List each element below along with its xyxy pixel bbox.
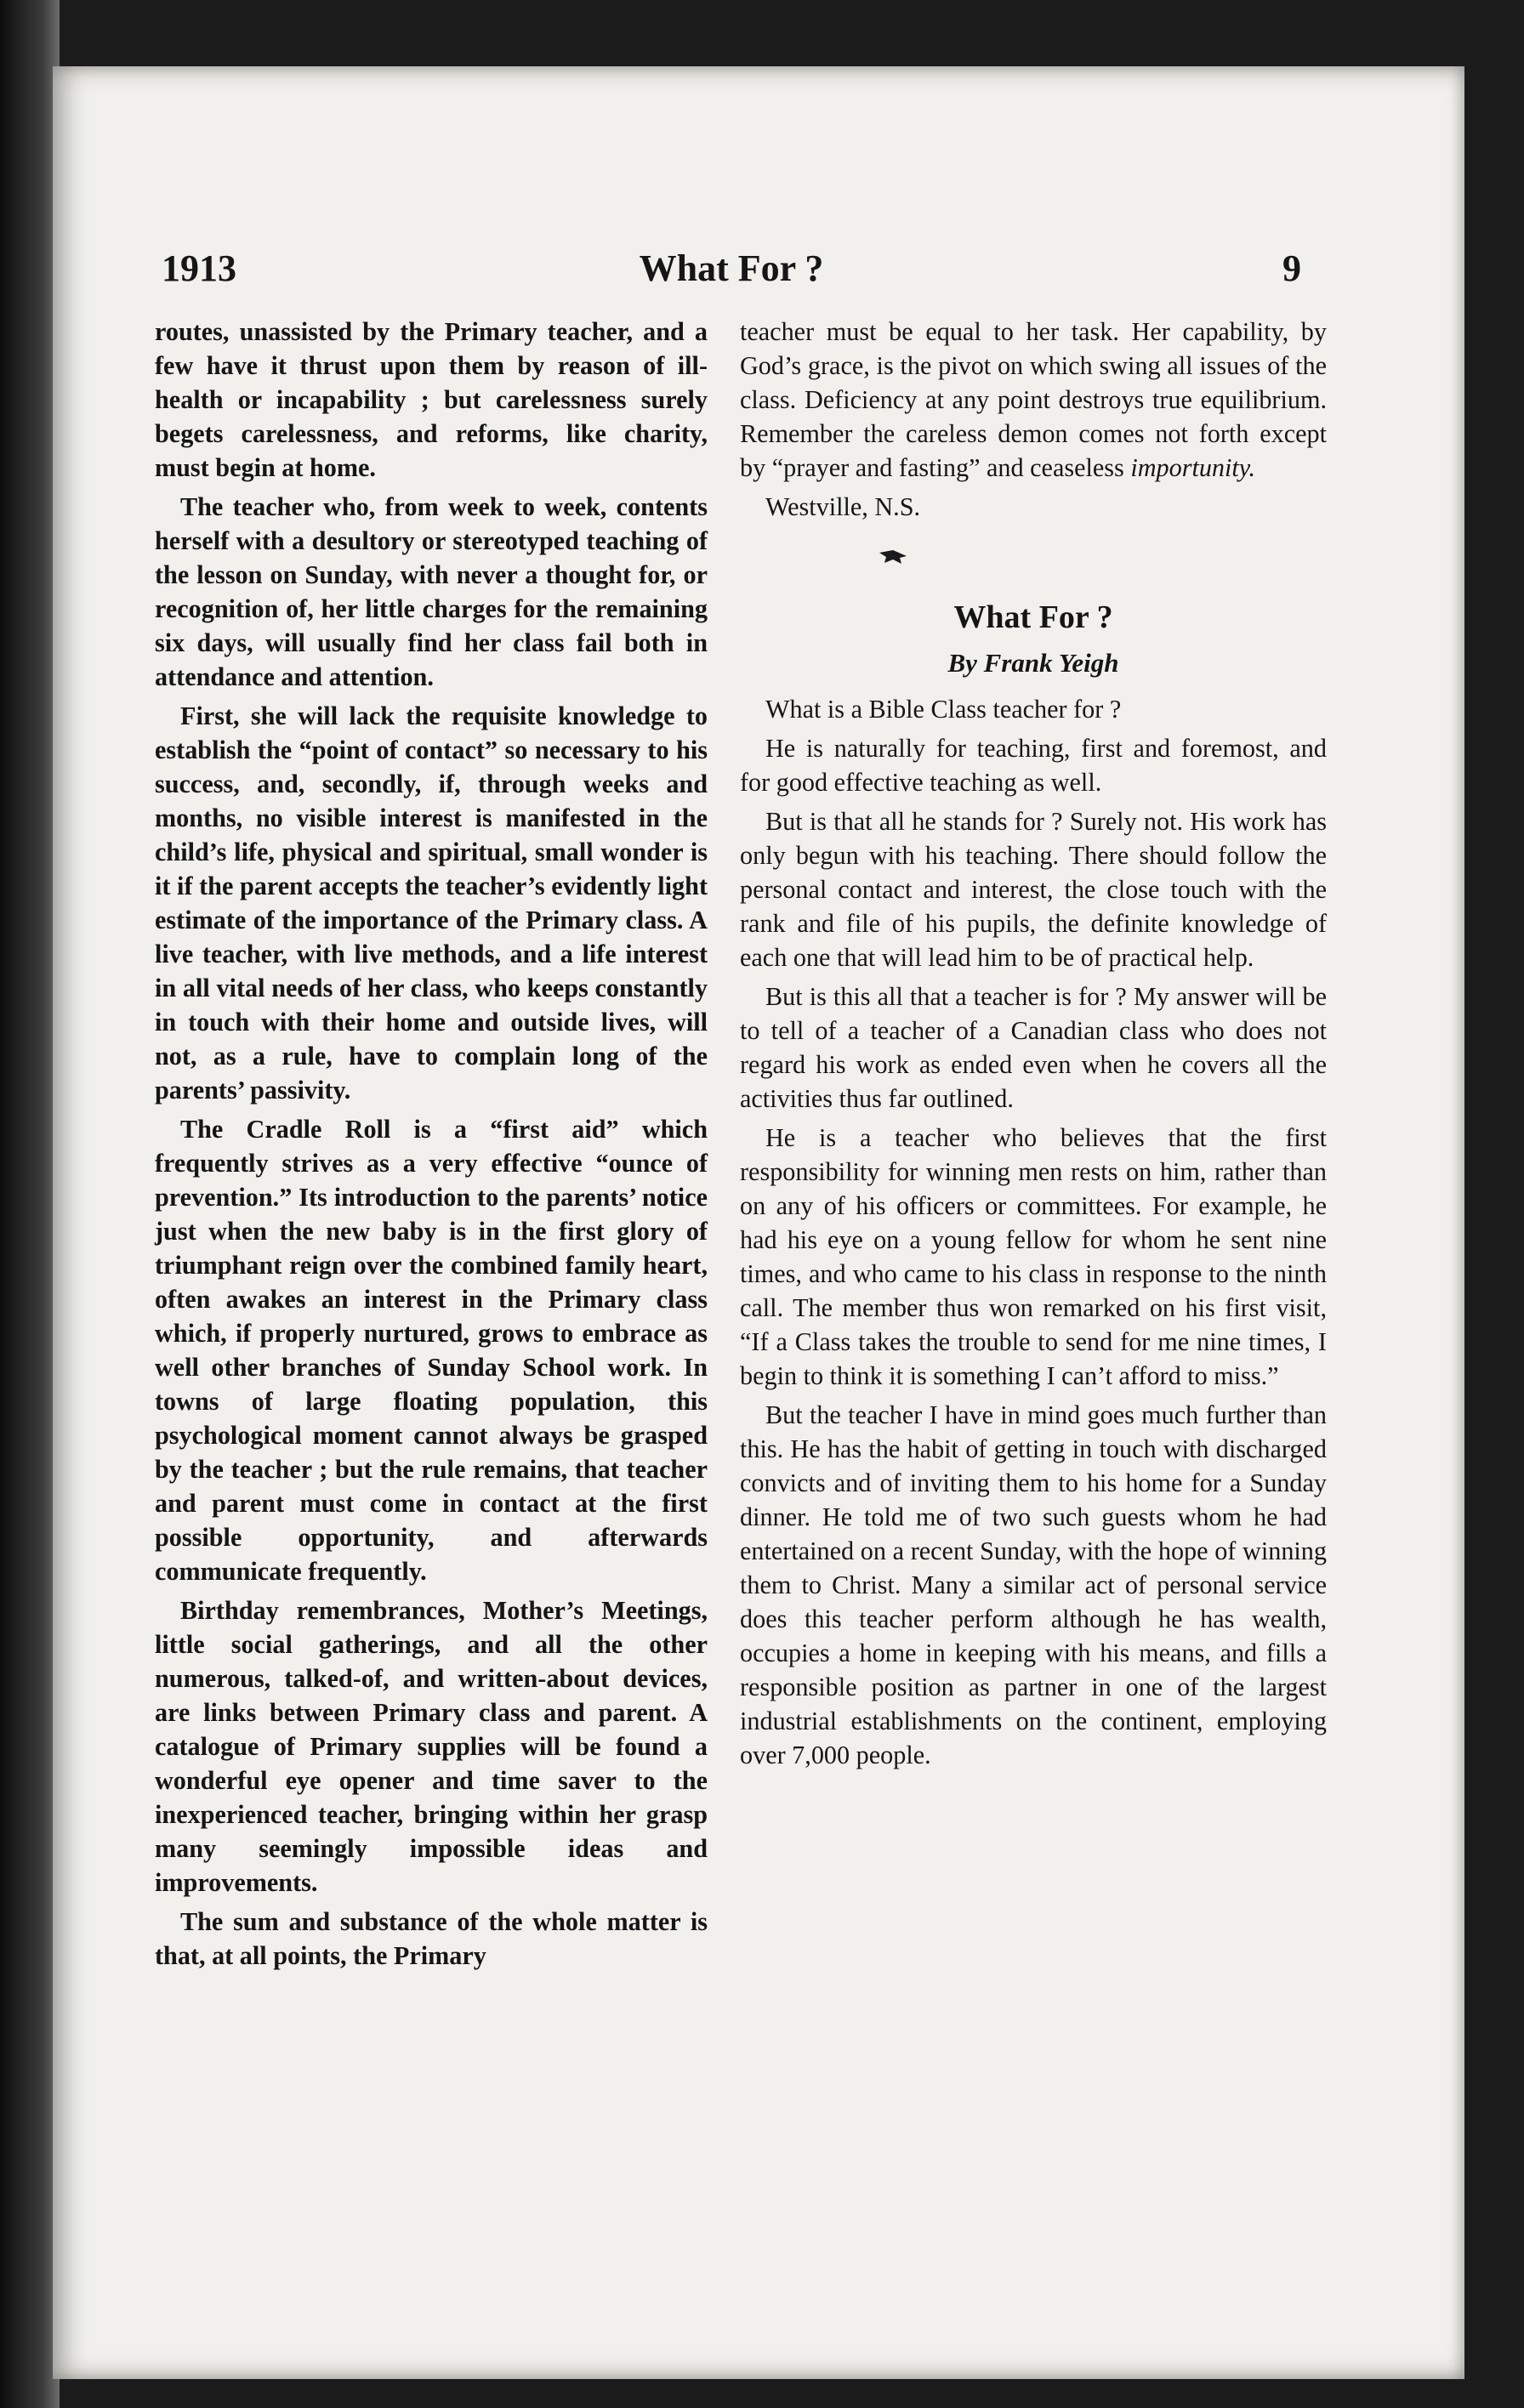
right-paragraph-text: teacher must be equal to her task. Her capability, by God’s grace, is the pivot on which swing all issues of the class. Deficiency at any point destroys true equilibrium. Remember the careless demon comes not forth except by “prayer and fasting” and ceaseless [740,317,1327,482]
scan-shadow-edge [0,0,60,2408]
place-signature: Westville, N.S. [765,492,921,521]
left-paragraph: First, she will lack the requisite knowledge to establish the “point of contact” so necessary to his success, and, secondly, if, through weeks and months, no visible interest is manifested in the child’s life, physical and spiritual, small wonder is it if the parent accepts the teacher’s evidently light estimate of the importance of the Primary class. A live teacher, with live methods, and a life interest in all vital needs of her class, who keeps constantly in touch with their home and outside lives, will not, as a rule, have to complain long of the parents’ passivity. [155,701,708,1105]
right-paragraph: But is this all that a teacher is for ? My answer will be to tell of a teacher of a Canadian class who does not regard his work as ended even when he covers all the activities thus far outlined. [740,982,1327,1113]
left-column [155,315,708,1978]
left-paragraph: The sum and substance of the whole matter is that, at all points, the Primary [155,1907,708,1970]
right-paragraph: He is a teacher who believes that the first responsibility for winning men rests on him, rather than on any of his officers or committees. For example, he had his eye on a young fellow for whom he sent nine times, and who came to his class in response to the ninth call. The member thus won remarked on his first visit, “If a Class takes the trouble to send for me nine times, I begin to think it is something I can’t afford to miss.” [740,1123,1327,1390]
left-paragraph: The teacher who, from week to week, contents herself with a desultory or stereotyped teaching of the lesson on Sunday, with never a thought for, or recognition of, her little charges for the remaining six days, will usually find her class fail both in attendance and attention. [155,492,708,691]
right-paragraph: But is that all he stands for ? Surely not. His work has only begun with his teaching. There should follow the personal contact and interest, the close touch with the rank and file of his pupils, the definite knowledge of each one that will lead him to be of practical help. [740,807,1327,972]
right-paragraph [740,315,1327,485]
page-header [162,247,1301,298]
left-paragraph: The Cradle Roll is a “first aid” which frequently strives as a very effective “ounce of prevention.” Its introduction to the parents’ notice just when the new baby is in the first glory of triumphant reign over the combined family heart, often awakes an interest in the Primary class which, if properly nurtured, grows to embrace as well other branches of Sunday School work. In towns of large floating population, this psychological moment cannot always be grasped by the teacher ; but the rule remains, that teacher and parent must come in contact at the first possible opportunity, and afterwards communicate frequently. [155,1115,708,1586]
article-title: What For ? [953,599,1113,635]
right-column [740,315,1327,1777]
article-byline: By Frank Yeigh [947,648,1119,678]
left-paragraph: routes, unassisted by the Primary teacher, and a few have it thrust upon them by reason of ill-health or incapability ; but carelessness surely begets carelessness, and reforms, like charity, must begin at home. [155,317,708,482]
left-paragraph: Birthday remembrances, Mother’s Meetings, little social gatherings, and all the other numerous, talked-of, and written-about devices, are links between Primary class and parent. A catalogue of Primary supplies will be found a wonderful eye opener and time saver to the inexperienced teacher, bringing within her grasp many seemingly impossible ideas and improvements. [155,1596,708,1897]
ornament-glyph [876,548,910,566]
right-paragraph: He is naturally for teaching, first and foremost, and for good effective teaching as well. [740,734,1327,797]
running-title: What For ? [639,247,824,289]
page-number: 9 [1282,247,1301,289]
header-year: 1913 [162,247,236,289]
right-paragraph: What is a Bible Class teacher for ? [765,695,1122,724]
italic-word: importunity. [1130,453,1256,482]
right-paragraph: But the teacher I have in mind goes much further than this. He has the habit of getting in touch with discharged convicts and of inviting them to his home for a Sunday dinner. He told me of two such guests whom he had entertained on a recent Sunday, with the hope of winning them to Christ. Many a similar act of personal service does this teacher perform although he has wealth, occupies a home in keeping with his means, and fills a responsible position as partner in one of the largest industrial establishments on the continent, employing over 7,000 people. [740,1400,1327,1769]
ornament-icon [859,542,927,576]
